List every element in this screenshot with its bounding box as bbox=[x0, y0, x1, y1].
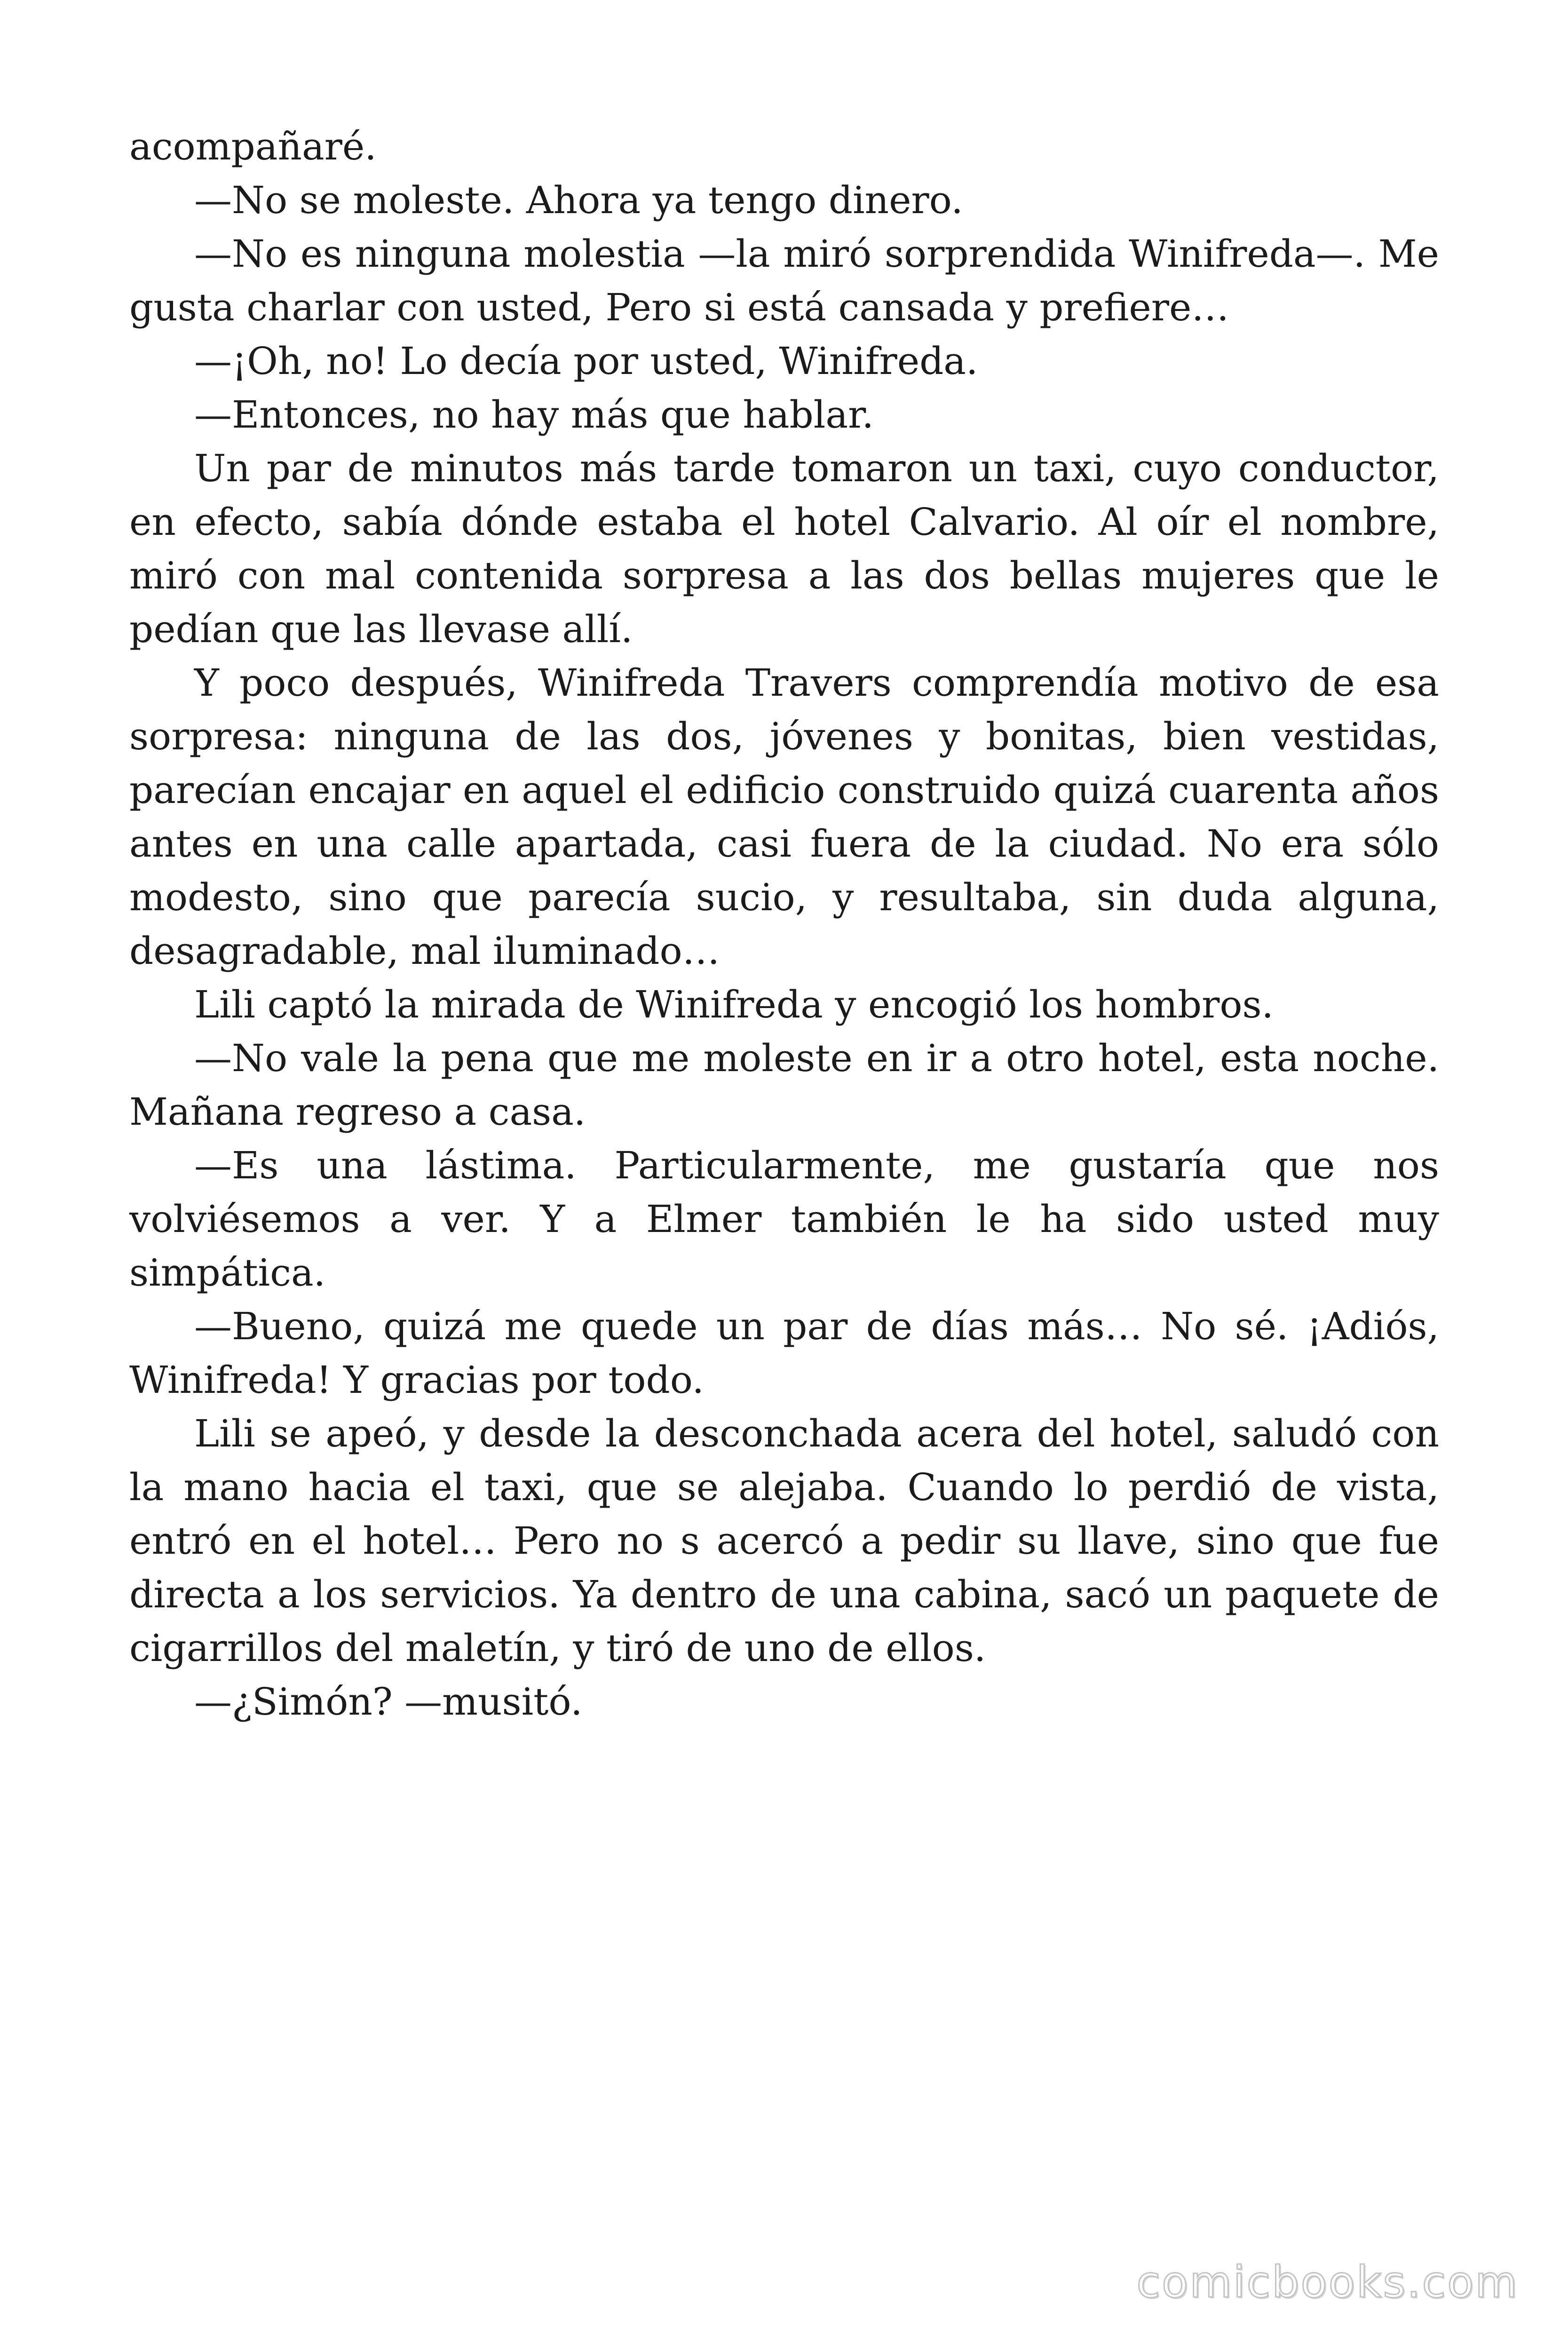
paragraph: —Bueno, quizá me quede un par de días más… No sé. ¡Adiós, Winifreda! Y gracias por todo. bbox=[129, 1304, 1439, 1402]
paragraph: Y poco después, Winifreda Travers comprendía motivo de esa sorpresa: ninguna de las dos, jóvenes y bonitas, bien vestidas, parecían encajar en aquel el edificio construido quizá cuarenta años antes en una calle apartada, casi fuera de la ciudad. No era sólo modesto, sino que parecía sucio, y resultaba, sin duda alguna, desagradable, mal iluminado… bbox=[129, 661, 1439, 973]
paragraph: Lili captó la mirada de Winifreda y encogió los hombros. bbox=[194, 983, 1274, 1026]
body-text bbox=[129, 120, 1439, 1729]
paragraph: —No es ninguna molestia —la miró sorprendida Winifreda—. Me gusta charlar con usted, Pero si está cansada y prefiere… bbox=[129, 232, 1439, 329]
paragraph: —Es una lástima. Particularmente, me gustaría que nos volviésemos a ver. Y a Elmer también le ha sido usted muy simpática. bbox=[129, 1144, 1439, 1295]
paragraph: acompañaré. bbox=[129, 125, 377, 168]
paragraph: —¡Oh, no! Lo decía por usted, Winifreda. bbox=[194, 339, 978, 383]
paragraph: Lili se apeó, y desde la desconchada acera del hotel, saludó con la mano hacia el taxi, que se alejaba. Cuando lo perdió de vista, entró en el hotel… Pero no s acercó a pedir su llave, sino que fue directa a los servicios. Ya dentro de una cabina, sacó un paquete de cigarrillos del maletín, y tiró de uno de ellos. bbox=[129, 1412, 1439, 1670]
paragraph: —¿Simón? —musitó. bbox=[194, 1680, 583, 1724]
watermark: comicbooks.com bbox=[1136, 2257, 1519, 2307]
paragraph: —Entonces, no hay más que hablar. bbox=[194, 393, 874, 437]
paragraph: —No se moleste. Ahora ya tengo dinero. bbox=[194, 178, 963, 222]
paragraph: Un par de minutos más tarde tomaron un taxi, cuyo conductor, en efecto, sabía dónde estaba el hotel Calvario. Al oír el nombre, miró con mal contenida sorpresa a las dos bellas mujeres que le pedían que las llevase allí. bbox=[129, 446, 1439, 651]
paragraph: —No vale la pena que me moleste en ir a otro hotel, esta noche. Mañana regreso a casa. bbox=[129, 1036, 1439, 1134]
